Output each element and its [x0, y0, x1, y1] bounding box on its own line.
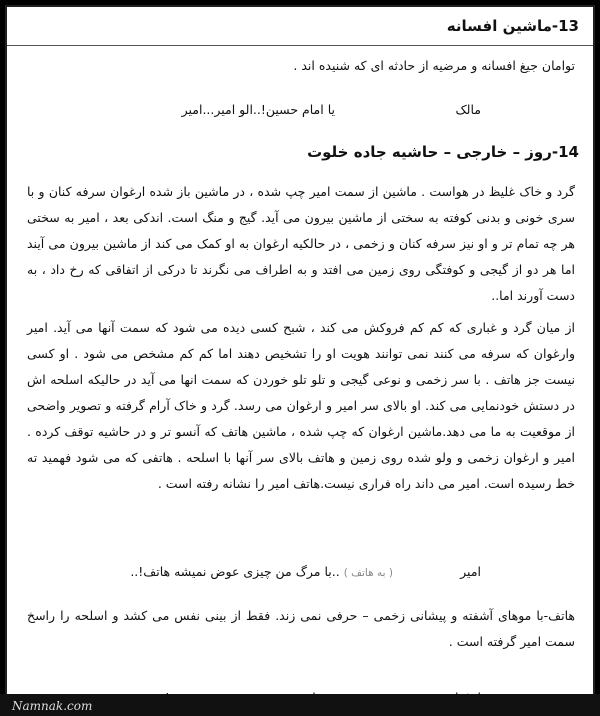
scene-13-heading: 13-ماشین افسانه — [446, 17, 579, 35]
dialogue-amir — [130, 564, 393, 579]
scene-14-heading: 14-روز – خارجی – حاشیه جاده خلوت — [307, 143, 579, 161]
script-page — [5, 5, 595, 711]
dialogue-amir-text: ..با مرگ من چیزی عوض نمیشه هاتف!.. — [130, 564, 340, 579]
scene-14-paragraph-3: هاتف-با موهای آشفته و پیشانی زخمی – حرفی نمی زند. فقط از بینی نفس می کشد و اسلحه را راسخ سمت امیر گرفته است . — [27, 608, 575, 649]
parenthetical-amir: ( به هاتف ) — [343, 567, 393, 579]
speaker-malek: مالک — [455, 102, 481, 117]
speaker-amir: امیر — [460, 564, 481, 579]
heading-divider — [7, 45, 593, 46]
watermark: Namnak.com — [12, 699, 93, 713]
scene-14-paragraph-1: گرد و خاک غلیظ در هواست . ماشین از سمت امیر چپ شده ، در ماشین باز شده ارغوان سرفه کنان و با سری خونی و بدنی کوفته به سختی از ماشین بیرون می آید. گیج و منگ است. اندکی بعد ، امیر به سختی هر چه تمام تر و او نیز سرفه کنان و زخمی ، در حالکیه ارغوان به او کمک می کند از ماشین بیرون می آیند اما هر دو از گیجی و کوفتگی روی زمین می افتد و به اطراف می نگرند تا درکی از اتفاقی که رخ داد ، به دست آورند اما.. — [27, 184, 575, 303]
dialogue-malek: یا امام حسین!..الو امیر...امیر — [181, 102, 335, 117]
scene-13-action: توامان جیغ افسانه و مرضیه از حادثه ای که شنیده اند . — [293, 58, 575, 73]
scene-14-paragraph-2: از میان گرد و غباری که کم کم فروکش می کند ، شبح کسی دیده می شود که سمت آنها می آید. امیر وارغوان که سرفه می کنند نمی توانند هویت او را تشخیص دهند اما کم کم مشخص می شود . او کسی نیست جز هاتف . با سر زخمی و نوعی گیجی و تلو تلو خوردن که سمت انها می آید در حالیکه اسلحه اش در دستش خودنمایی می کند. او بالای سر امیر و ارغوان می رسد. گرد و خاک آرام گرفته و تصویر واضحی از موقعیت به ما می دهد.ماشین ارغوان که چپ شده ، ماشین هاتف که آنسو تر و در حاشیه توقف کرده . امیر و ارغوان زخمی و ولو شده روی زمین و هاتف بالای سر آنها با اسلحه . هاتفی که می شود فهمید ته خط رسیده است. امیر می داند راه فراری نیست.هاتف امیر را نشانه رفته است . — [27, 320, 575, 491]
